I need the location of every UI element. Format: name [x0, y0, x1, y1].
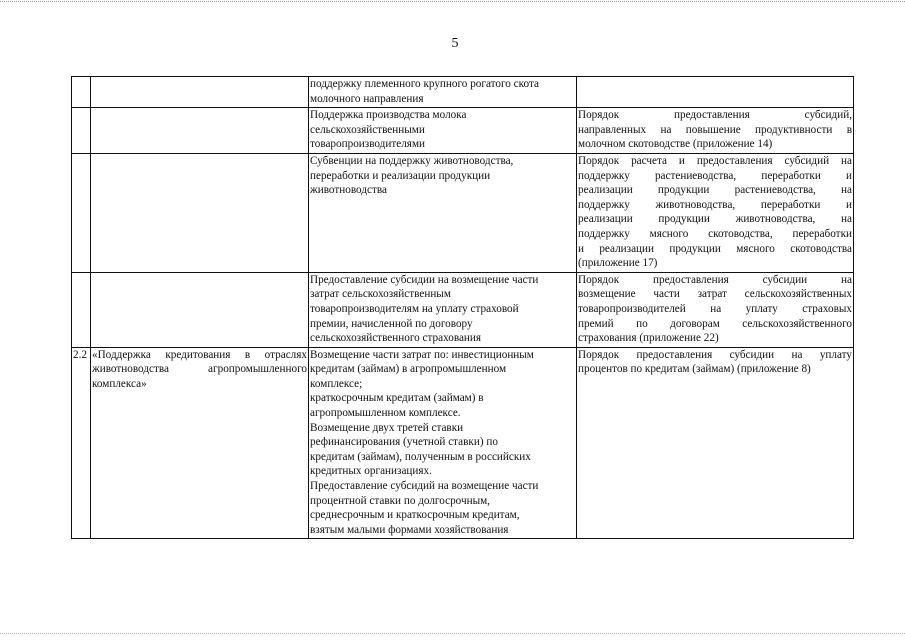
table-row [72, 77, 854, 108]
measure-line: затрат сельскохозяйственным [310, 288, 451, 301]
measure-line: премии, начисленной по договору [310, 317, 473, 330]
table-row [72, 272, 854, 347]
support-measures-table [71, 76, 854, 539]
document-cell [577, 77, 854, 108]
measure-line: рефинансирования (учетной ставки) по [310, 436, 498, 449]
document-line: поддержку растениеводства, переработки и [578, 169, 852, 182]
document-cell [577, 272, 854, 347]
document-line: процентов по кредитам (займам) (приложение 8) [578, 363, 811, 376]
measure-line: Предоставление субсидии на возмещение части [310, 273, 539, 286]
document-line: премий по договорам сельскохозяйственного [578, 317, 852, 330]
document-cell [577, 153, 854, 272]
scan-edge-bottom [0, 633, 905, 634]
document-line: Порядок предоставления субсидий, [578, 109, 852, 122]
measure-line: агропромышленном комплексе. [310, 407, 461, 420]
measure-line: Субвенции на поддержку животноводства, [310, 154, 514, 167]
table-row [72, 108, 854, 154]
document-line: поддержку животноводства, переработки и [578, 198, 852, 211]
measure-cell [309, 272, 577, 347]
measure-line: среднесрочным и краткосрочным кредитам, [310, 509, 520, 522]
table-body [72, 77, 854, 539]
measure-cell [309, 77, 577, 108]
measure-line: животноводства [310, 184, 387, 197]
measure-cell [309, 153, 577, 272]
program-name-cell [91, 153, 309, 272]
measure-line: сельскохозяйственного страхования [310, 332, 482, 345]
document-cell [577, 347, 854, 539]
measure-line: товаропроизводителям на уплату страховой [310, 302, 519, 315]
measure-cell [309, 347, 577, 539]
program-name-cell [91, 347, 309, 539]
measure-line: Предоставление субсидий на возмещение части [310, 480, 539, 493]
measure-line: сельскохозяйственными [310, 123, 425, 136]
program-name-cell [91, 77, 309, 108]
program-name-cell [91, 108, 309, 154]
document-line: товаропроизводителей на уплату страховых [578, 302, 852, 315]
document-cell [577, 108, 854, 154]
document-line: и реализации продукции мясного скотоводства [578, 242, 852, 255]
document-line: страхования (приложение 22) [578, 332, 719, 345]
document-line: Порядок расчета и предоставления субсидий на [578, 154, 852, 167]
measure-line: кредитам (займам) в агропромышленном [310, 363, 507, 376]
row-number-cell [72, 153, 91, 272]
row-number-cell [72, 77, 91, 108]
document-line: (приложение 17) [578, 257, 658, 270]
measure-cell [309, 108, 577, 154]
measure-line: Возмещение двух третей ставки [310, 421, 464, 434]
measure-line: Возмещение части затрат по: инвестиционным [310, 348, 534, 361]
program-name-cell [91, 272, 309, 347]
document-line: реализации продукции растениеводства, на [578, 184, 852, 197]
row-number-cell [72, 347, 91, 539]
measure-line: молочного направления [310, 92, 424, 105]
row-number-cell [72, 272, 91, 347]
measure-line: комплексе; [310, 377, 363, 390]
measure-line: Поддержка производства молока [310, 109, 467, 122]
scan-edge-top [0, 1, 905, 2]
row-number: 2.2 [73, 348, 87, 361]
document-line: Порядок предоставления субсидии на [578, 273, 852, 286]
measure-line: краткосрочным кредитам (займам) в [310, 392, 484, 405]
row-number-cell [72, 108, 91, 154]
measure-line: кредитных организациях. [310, 465, 432, 478]
table-row [72, 153, 854, 272]
measure-line: кредитам (займам), полученным в российских [310, 450, 531, 463]
measure-line: товаропроизводителями [310, 138, 426, 151]
document-line: возмещение части затрат сельскохозяйственных [578, 288, 852, 301]
document-line: направленных на повышение продуктивности в [578, 123, 852, 136]
measure-line: взятым малыми формами хозяйствования [310, 523, 509, 536]
page-number: 5 [451, 36, 459, 51]
document-line: реализации продукции животноводства, на [578, 213, 852, 226]
program-name: «Поддержка кредитования в отраслях животноводства агропромышленного комплекса» [92, 348, 307, 390]
table-row [72, 347, 854, 539]
document-line: молочном скотоводстве (приложение 14) [578, 138, 773, 151]
document-line: поддержку мясного скотоводства, переработки [578, 227, 852, 240]
measure-line: процентной ставки по долгосрочным, [310, 494, 490, 507]
measure-line: переработки и реализации продукции [310, 169, 491, 182]
measure-line: поддержку племенного крупного рогатого скота [310, 78, 539, 90]
document-line: Порядок предоставления субсидии на уплату [578, 348, 852, 361]
